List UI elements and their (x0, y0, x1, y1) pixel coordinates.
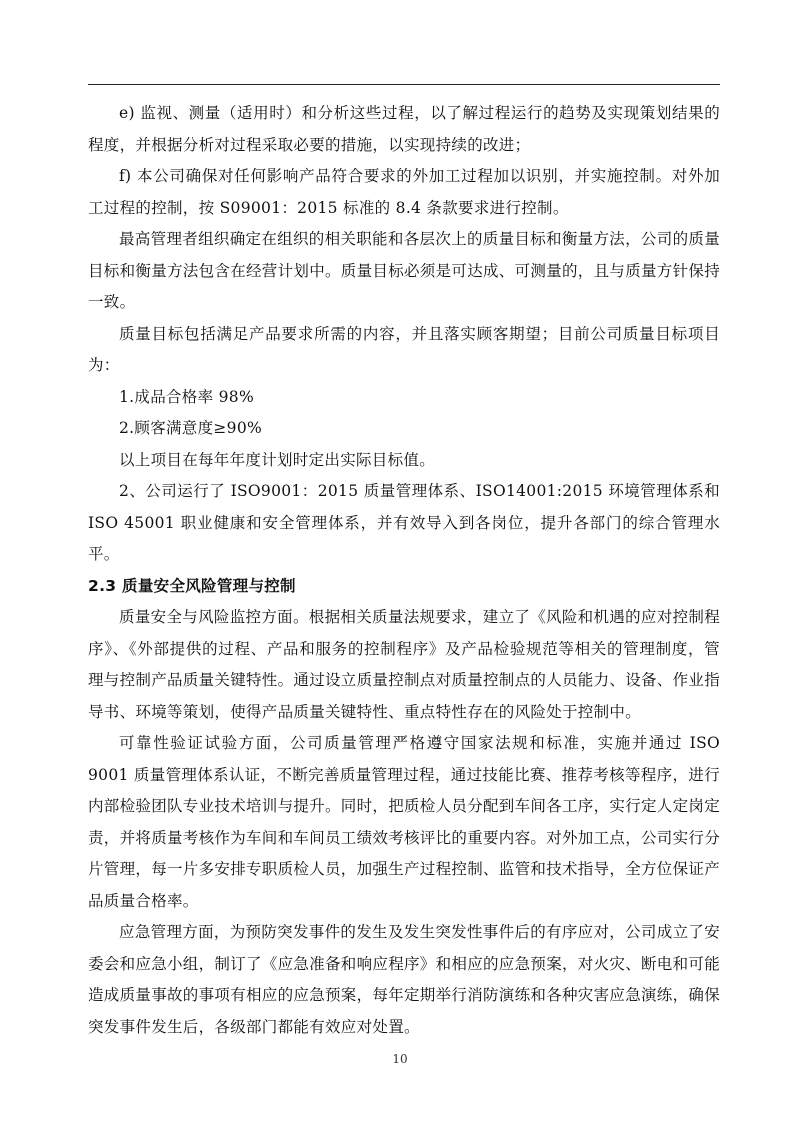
paragraph-f: f) 本公司确保对任何影响产品符合要求的外加工过程加以识别，并实施控制。对外加工过程的控制，按 S09001：2015 标准的 8.4 条款要求进行控制。 (88, 167, 720, 217)
section-heading: 2.3 质量安全风险管理与控制 (88, 576, 296, 595)
paragraph-quality-objectives: 最高管理者组织确定在组织的相关职能和各层次上的质量目标和衡量方法，公司的质量目标和衡量方法包含在经营计划中。质量目标必须是可达成、可测量的，且与质量方针保持一致。 (88, 230, 721, 311)
paragraph-reliability: 可靠性验证试验方面，公司质量管理严格遵守国家法规和标准，实施并通过 ISO 9001 质量管理体系认证，不断完善质量管理过程，通过技能比赛、推荐考核等程序，进行内部检验团队专业技术培训与提升。同时，把质检人员分配到车间各工序，实行定人定岗定责，并将质量考核作为车间和车间员工绩效考核评比的重要内容。对外加工点，公司实行分片管理，每一片多安排专职质检人员，加强生产过程控制、监管和技术指导，全方位保证产品质量合格率。 (88, 734, 721, 910)
paragraph-annual-target: 以上项目在每年年度计划时定出实际目标值。 (119, 450, 436, 469)
list-item-satisfaction: 2.顾客满意度≥90% (119, 419, 263, 437)
page-body (88, 98, 720, 1043)
paragraph-management-systems: 2、公司运行了 ISO9001：2015 质量管理体系、ISO14001:2015 环境管理体系和 ISO 45001 职业健康和安全管理体系，并有效导入到各岗位，提升各部门的综合管理水平。 (88, 482, 720, 563)
paragraph-objective-items-intro: 质量目标包括满足产品要求所需的内容，并且落实顾客期望；目前公司质量目标项目为： (88, 324, 720, 374)
header-rule (88, 84, 720, 85)
list-item-pass-rate: 1.成品合格率 98% (119, 387, 254, 406)
page-number: 10 (392, 1052, 408, 1066)
paragraph-e: e) 监视、测量（适用时）和分析这些过程，以了解过程运行的趋势及实现策划结果的程度，并根据分析对过程采取必要的措施，以实现持续的改进； (88, 104, 720, 154)
paragraph-emergency: 应急管理方面，为预防突发事件的发生及发生突发性事件后的有序应对，公司成立了安委会和应急小组，制订了《应急准备和响应程序》和相应的应急预案，对火灾、断电和可能造成质量事故的事项有相应的应急预案，每年定期举行消防演练和各种灾害应急演练，确保突发事件发生后，各级部门都能有效应对处置。 (88, 923, 721, 1036)
paragraph-risk-monitoring: 质量安全与风险监控方面。根据相关质量法规要求，建立了《风险和机遇的应对控制程序》、《外部提供的过程、产品和服务的控制程序》及产品检验规范等相关的管理制度，管理与控制产品质量关键特性。通过设立质量控制点对质量控制点的人员能力、设备、作业指导书、环境等策划，使得产品质量关键特性、重点特性存在的风险处于控制中。 (88, 608, 721, 721)
